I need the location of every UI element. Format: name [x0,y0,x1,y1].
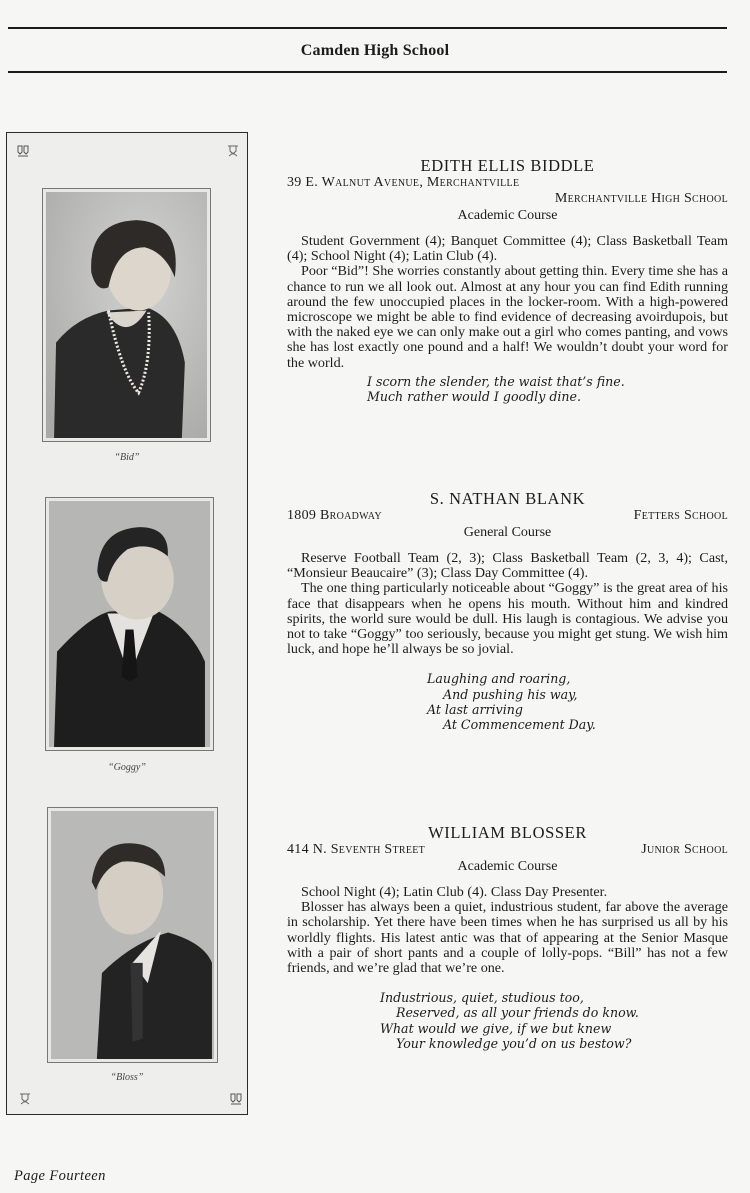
ornament-icon [17,145,29,157]
student-address: 414 N. Seventh Street [287,842,426,857]
write-up: The one thing particularly noticeable about “Goggy” is the great area of his face that disappears when he opens his mouth. Without him and kindred spirits, the world sure would be dull. His laugh is contagious. We advise you not to take “Goggy” too seriously, because you might get stung. We wish him luck, and hope he’ll always be so jovial. [287,580,728,658]
activities: Reserve Football Team (2, 3); Class Basketball Team (2, 3, 4); Cast, “Monsieur Beaucaire” (3); Class Day Committee (4). [287,550,728,582]
verse [427,671,728,732]
verse-line: Your knowledge you’d on us bestow? [396,1035,632,1051]
header-rule-top [8,27,727,29]
ornament-icon [19,1093,31,1105]
student-address: 1809 Broadway [287,508,382,523]
verse [380,990,728,1051]
student-entry [287,824,728,1051]
activities: Student Government (4); Banquet Committee (4); Class Basketball Team (4); School Night (4); Latin Club (4). [287,233,728,265]
portrait-caption: “Bloss” [110,1072,144,1083]
student-address: 39 E. Walnut Avenue, Merchantville [287,175,520,190]
verse-line: At Commencement Day. [443,717,596,733]
ornament-icon [230,1093,242,1105]
portrait-photo-blosser [47,807,218,1063]
biography [287,551,728,657]
course: General Course [463,525,552,540]
biography [287,234,728,371]
student-name: EDITH ELLIS BIDDLE [420,156,595,175]
header-rule-bottom [8,71,727,73]
course: Academic Course [457,208,558,223]
running-title: Camden High School [300,42,450,59]
course: Academic Course [457,859,558,874]
write-up: Poor “Bid”! She worries constantly about getting thin. Every time she has a chance to run we all look out. Almost at any hour you can find Edith running around the few unoccupied places in the locker-room. With a high-powered microscope we might be able to find evidence of decreasing avoirdupois, but with the naked eye we can only make out a girl who comes panting, and vows she has lost exactly one pound and a half! We wouldn’t doubt your word for the world. [287,263,728,371]
verse-line: At last arriving [427,701,523,717]
previous-school: Merchantville High School [554,191,728,206]
verse-line: Much rather would I goodly dine. [367,389,581,405]
ornament-icon [227,145,239,157]
portrait-photo-blank [45,497,214,751]
verse-line: And pushing his way, [443,686,578,702]
portrait-caption: “Goggy” [108,762,146,773]
page-number: Page Fourteen [14,1168,106,1184]
verse-line: What would we give, if we but knew [380,1020,612,1036]
biography [287,885,728,976]
verse-line: Industrious, quiet, studious too, [380,990,584,1006]
student-name: WILLIAM BLOSSER [428,823,587,842]
verse [367,374,728,404]
student-entry [287,490,728,732]
portrait-caption: “Bid” [114,452,140,463]
write-up: Blosser has always been a quiet, industrious student, far above the average in scholarship. Yet there have been times when he has surprised us all by his worldly flights. His latest antic was that of appearing at the Senior Masque with a pair of short pants and a couple of lolly-pops. “Bill” has not a few friends, and we’re glad that we’re one. [287,899,728,977]
student-name: S. NATHAN BLANK [429,489,586,508]
activities: School Night (4); Latin Club (4). Class Day Presenter. [301,884,608,900]
previous-school: Junior School [641,842,728,857]
portrait-photo-biddle [42,188,211,442]
verse-line: I scorn the slender, the waist that’s fine. [367,373,625,389]
verse-line: Reserved, as all your friends do know. [396,1005,639,1021]
previous-school: Fetters School [633,508,728,523]
student-entry [287,157,728,404]
portrait-panel [6,132,248,1115]
verse-line: Laughing and roaring, [427,671,571,687]
